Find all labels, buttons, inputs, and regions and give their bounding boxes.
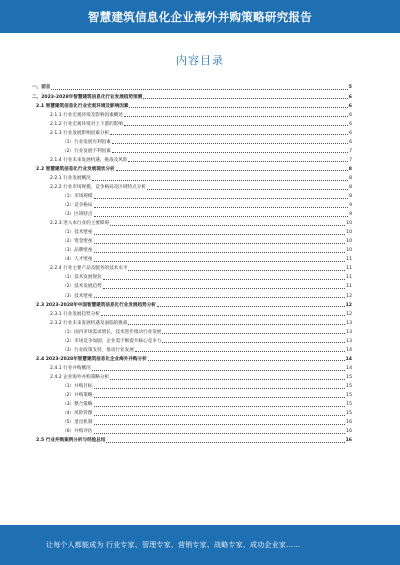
- toc-entry-page: 6: [349, 130, 352, 136]
- toc-heading: 内容目录: [176, 54, 224, 67]
- toc-leader-dots: [94, 198, 349, 199]
- toc-entry[interactable]: [32, 109, 352, 118]
- toc-leader-dots: [162, 333, 345, 334]
- toc-entry[interactable]: [32, 281, 352, 290]
- toc-entry-label: 2.3.1 行业发展趋势分析: [50, 311, 100, 317]
- toc-entry-label: （2）技术发展趋势: [62, 284, 102, 290]
- toc-entry[interactable]: [32, 218, 352, 227]
- toc-leader-dots: [51, 89, 347, 90]
- toc-entry[interactable]: [32, 254, 352, 263]
- toc-entry-page: 12: [346, 293, 352, 299]
- toc-entry[interactable]: [32, 263, 352, 272]
- toc-entry-page: 10: [346, 230, 352, 236]
- toc-entry-page: 6: [349, 139, 352, 145]
- toc-leader-dots: [94, 234, 346, 235]
- toc-entry-page: 15: [346, 411, 352, 417]
- toc-leader-dots: [94, 216, 349, 217]
- toc-leader-dots: [128, 270, 345, 271]
- toc-entry-page: 9: [349, 203, 352, 209]
- toc-entry-label: （2）竞争格局: [62, 203, 93, 209]
- toc-entry[interactable]: [32, 163, 352, 172]
- toc-entry[interactable]: [32, 326, 352, 335]
- toc-leader-dots: [92, 370, 345, 371]
- toc-entry[interactable]: [32, 381, 352, 390]
- toc-entry[interactable]: [32, 145, 352, 154]
- toc-leader-dots: [94, 433, 346, 434]
- toc-entry-label: （6）并购评估: [62, 429, 93, 435]
- toc-entry-label: 2.2.3 进入本行业的主要障碍: [50, 221, 110, 227]
- toc-entry-label: （1）国内市场需求增长，技术进步推动行业发展: [62, 329, 162, 335]
- toc-leader-dots: [94, 415, 346, 416]
- toc-entry[interactable]: [32, 182, 352, 191]
- toc-leader-dots: [128, 161, 348, 162]
- toc-entry-label: （5）退出机制: [62, 420, 93, 426]
- toc-entry[interactable]: [32, 417, 352, 426]
- toc-entry[interactable]: [32, 127, 352, 136]
- toc-entry-page: 11: [346, 275, 352, 281]
- toc-leader-dots: [94, 406, 346, 407]
- toc-entry-label: （1）技术壁垒: [62, 230, 93, 236]
- toc-entry[interactable]: [32, 317, 352, 326]
- toc-leader-dots: [112, 152, 348, 153]
- toc-entry-page: 10: [346, 221, 352, 227]
- toc-leader-dots: [94, 252, 346, 253]
- toc-entry-page: 5: [348, 85, 352, 91]
- toc-entry-page: 8: [349, 175, 352, 181]
- toc-entry[interactable]: [32, 227, 352, 236]
- toc-entry-page: 15: [346, 402, 352, 408]
- toc-leader-dots: [162, 342, 345, 343]
- toc-leader-dots: [94, 397, 346, 398]
- toc-entry[interactable]: [32, 399, 352, 408]
- report-title: 智慧建筑信息化企业海外并购策略研究报告: [87, 9, 313, 24]
- toc-entry-label: 2.4 2023-2028年智慧建筑信息化企业海外并购分析: [36, 356, 147, 362]
- toc-entry-page: 6: [348, 94, 352, 100]
- toc-entry[interactable]: [32, 426, 352, 435]
- toc-entry-page: 7: [349, 157, 352, 163]
- toc-entry-label: 2.2.1 行业发展概况: [50, 175, 91, 181]
- toc-entry-label: 2.5 行业并购案例分析与经验总结: [36, 438, 106, 444]
- toc-entry-label: （3）整合策略: [62, 402, 93, 408]
- toc-entry[interactable]: [32, 209, 352, 218]
- toc-leader-dots: [103, 288, 345, 289]
- toc-entry-page: 6: [348, 103, 352, 109]
- toc-leader-dots: [110, 379, 345, 380]
- toc-entry[interactable]: [32, 290, 352, 299]
- toc-entry-label: （3）品牌壁垒: [62, 248, 93, 254]
- toc-entry-page: 11: [346, 266, 352, 272]
- footer-slogan: 让每个人都能成为 行业专家、管理专家、营销专家、战略专家、成功企业家……: [46, 541, 301, 549]
- toc-entry-label: （1）并购目标: [62, 384, 93, 389]
- toc-entry-label: （2）行业发展不利因素: [62, 148, 111, 154]
- toc-entry-label: （2）市场竞争加剧，企业需不断提升核心竞争力: [62, 338, 162, 344]
- toc-entry[interactable]: [32, 136, 352, 145]
- toc-entry-page: 13: [346, 320, 352, 326]
- toc-entry-page: 15: [346, 393, 352, 399]
- toc-entry-page: 6: [349, 121, 352, 127]
- toc-entry-label: （2）资金壁垒: [62, 239, 93, 245]
- report-header: [0, 0, 400, 33]
- toc-entry[interactable]: [32, 236, 352, 245]
- toc-leader-dots: [124, 116, 348, 117]
- toc-entry-page: 16: [345, 438, 352, 444]
- toc-entry-label: 2.4.2 企业海外并购策略分析: [50, 374, 110, 380]
- toc-entry[interactable]: [32, 408, 352, 417]
- toc-entry-page: 9: [349, 212, 352, 218]
- toc-entry-label: 2.1.4 行业未来发展机遇、挑战及风险: [50, 157, 128, 163]
- toc-entry-label: 2.2.4 行业主要产品及服务的技术水平: [50, 266, 128, 272]
- toc-entry-label: 2.2 智慧建筑信息化行业发展现状分析: [36, 166, 115, 172]
- toc-leader-dots: [110, 134, 348, 135]
- toc-entry-label: 2.4.1 行业并购概况: [50, 365, 91, 371]
- toc-entry[interactable]: [32, 191, 352, 200]
- toc-leader-dots: [124, 125, 348, 126]
- toc-entry-label: 一、前言: [32, 85, 51, 91]
- toc-entry-label: （3）技术壁垒: [62, 293, 93, 299]
- toc-entry-page: 15: [346, 384, 352, 389]
- toc-entry[interactable]: [32, 82, 352, 91]
- toc-leader-dots: [106, 442, 344, 443]
- toc-entry-page: 14: [346, 365, 352, 371]
- toc-leader-dots: [148, 360, 345, 361]
- toc-leader-dots: [116, 170, 348, 171]
- toc-leader-dots: [94, 297, 346, 298]
- toc-entry-label: （1）市场规模: [62, 194, 93, 200]
- toc-entry-page: 14: [345, 356, 352, 362]
- toc-leader-dots: [101, 315, 345, 316]
- toc-entry[interactable]: [32, 390, 352, 399]
- toc-entry-page: 10: [346, 248, 352, 254]
- toc-entry-label: 2.1.3 行业发展影响因素分析: [50, 130, 110, 136]
- toc-entry[interactable]: [32, 353, 352, 362]
- toc-leader-dots: [157, 306, 345, 307]
- toc-entry[interactable]: [32, 344, 352, 353]
- toc-entry-label: （3）区域特点: [62, 212, 93, 218]
- toc-entry-page: 13: [346, 329, 352, 335]
- toc-entry-label: 2.1.2 行业宏观环境对上下游的影响: [50, 121, 123, 127]
- toc-leader-dots: [94, 243, 346, 244]
- toc-entry-label: （4）人才壁垒: [62, 257, 93, 263]
- toc-entry-label: （1）行业发展有利因素: [62, 139, 111, 145]
- toc-entry[interactable]: [32, 362, 352, 371]
- toc-entry-page: 11: [346, 257, 352, 263]
- toc-entry[interactable]: [32, 118, 352, 127]
- toc-entry[interactable]: [32, 154, 352, 163]
- toc-entry-page: 11: [346, 284, 352, 290]
- toc-leader-dots: [94, 424, 346, 425]
- toc-leader-dots: [94, 388, 346, 389]
- toc-leader-dots: [147, 189, 348, 190]
- toc-entry[interactable]: [32, 245, 352, 254]
- toc-entry-page: 15: [346, 374, 352, 380]
- report-footer: [0, 525, 400, 565]
- toc-entry-label: 2.3 2023-2028年中国智慧建筑信息化行业发展趋势分析: [36, 302, 156, 308]
- toc-leader-dots: [128, 324, 345, 325]
- toc-entry-page: 12: [346, 311, 352, 317]
- toc-entry-label: 二、2023-2028年智慧建筑信息化行业发展趋势预测: [32, 94, 143, 100]
- toc-entry[interactable]: [32, 91, 352, 100]
- toc-entry-label: （4）风险管理: [62, 411, 93, 417]
- toc-entry-label: 2.3.2 行业未来发展机遇及面临的挑战: [50, 320, 128, 326]
- toc-entry-page: 14: [346, 347, 352, 353]
- toc-entry-label: （2）并购策略: [62, 393, 93, 399]
- toc-entry-page: 13: [346, 338, 352, 344]
- table-of-contents: [32, 82, 352, 444]
- toc-entry-label: 2.1 智慧建筑信息化行业宏观环境及影响因素: [36, 103, 129, 109]
- toc-entry[interactable]: [32, 172, 352, 181]
- toc-entry-page: 8: [349, 184, 352, 190]
- toc-entry[interactable]: [32, 200, 352, 209]
- toc-entry-page: 10: [346, 239, 352, 245]
- toc-entry[interactable]: [32, 272, 352, 281]
- toc-leader-dots: [135, 351, 345, 352]
- toc-leader-dots: [92, 180, 348, 181]
- toc-entry[interactable]: [32, 100, 352, 109]
- toc-entry[interactable]: [32, 435, 352, 444]
- toc-entry-page: 6: [349, 112, 352, 118]
- toc-entry-page: 16: [346, 429, 352, 435]
- toc-entry-page: 7: [349, 148, 352, 154]
- toc-entry-page: 8: [349, 194, 352, 200]
- toc-leader-dots: [94, 207, 349, 208]
- toc-leader-dots: [129, 107, 347, 108]
- toc-leader-dots: [110, 225, 345, 226]
- toc-entry[interactable]: [32, 372, 352, 381]
- toc-entry-page: 8: [348, 166, 352, 172]
- toc-leader-dots: [94, 261, 346, 262]
- toc-leader-dots: [143, 98, 348, 99]
- toc-entry-label: （1）技术发展现状: [62, 275, 102, 281]
- toc-entry-label: 2.2.2 行业市场规模、竞争格局及区域特点分析: [50, 184, 146, 190]
- toc-entry[interactable]: [32, 308, 352, 317]
- toc-entry-label: 2.1.1 行业宏观环境及影响因素概述: [50, 112, 123, 118]
- toc-entry[interactable]: [32, 335, 352, 344]
- toc-leader-dots: [103, 279, 345, 280]
- toc-entry-page: 16: [346, 420, 352, 426]
- toc-entry[interactable]: [32, 299, 352, 308]
- toc-entry-label: （3）行业政策支持，推动行业发展: [62, 347, 134, 353]
- toc-entry-page: 12: [345, 302, 352, 308]
- toc-leader-dots: [112, 143, 348, 144]
